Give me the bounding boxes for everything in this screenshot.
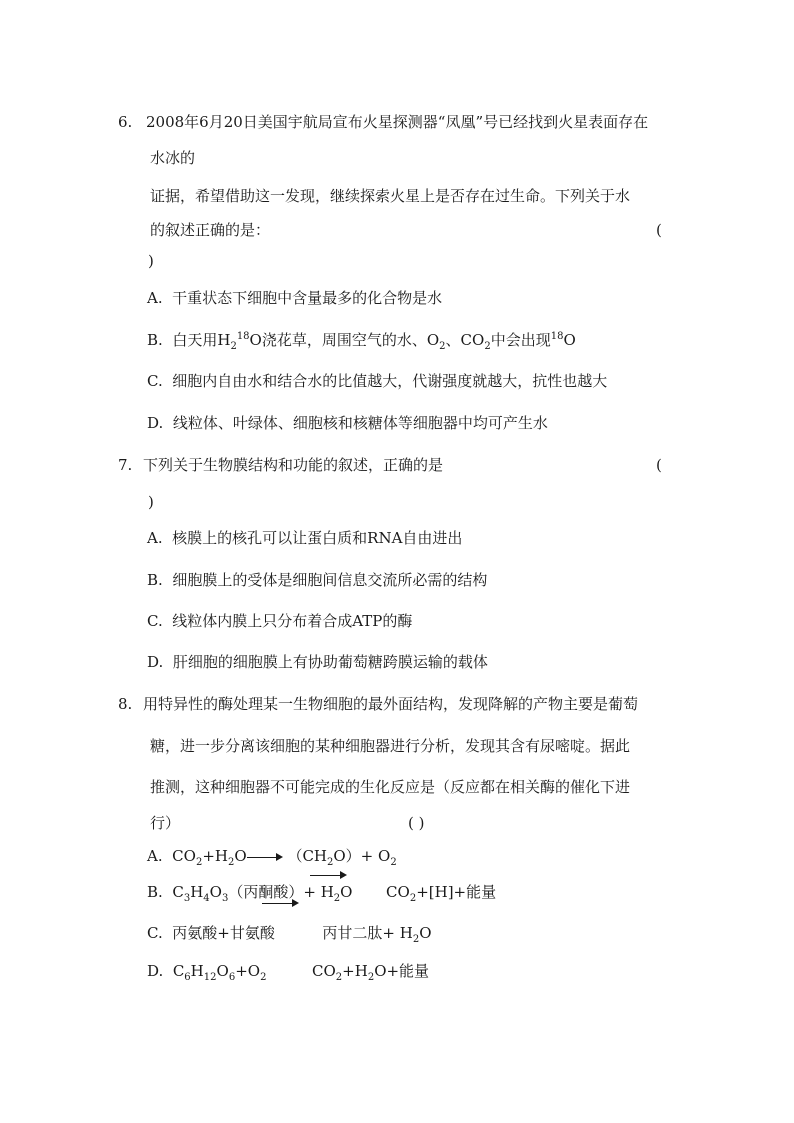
option-label: A. [147,529,163,547]
option-label: C. [147,924,163,942]
question-stem-line: 下列关于生物膜结构和功能的叙述，正确的是 [143,456,444,474]
question-stem-line: 的叙述正确的是： [150,221,271,239]
reaction-arrow-icon [262,903,294,904]
option-text: 核膜上的核孔可以让蛋白质和RNA自由进出 [172,529,463,547]
option-c [147,611,412,631]
option-label: D. [147,653,164,671]
option-a [147,846,397,866]
question-number: 7. [118,456,133,474]
option-c [147,371,607,391]
equation-products: $(CH_2O)+ O_2$ [287,847,397,868]
option-label: B. [147,571,163,589]
option-text: 细胞膜上的受体是细胞间信息交流所必需的结构 [172,571,488,589]
option-text: 线粒体、叶绿体、细胞核和核糖体等细胞器中均可产生水 [172,414,548,432]
option-d [147,413,548,433]
answer-paren-open: ( [656,456,662,474]
option-label: C. [147,612,163,630]
answer-paren-open: ( [656,221,662,239]
option-b [147,570,487,590]
option-d [147,961,429,981]
option-text: 肝细胞的细胞膜上有协助葡萄糖跨膜运输的载体 [172,653,488,671]
option-text: 干重状态下细胞中含量最多的化合物是水 [172,289,443,307]
reaction-arrow-icon [310,875,342,876]
question-stem-line: 2008年6月20日美国宇航局宣布火星探测器“凤凰”号已经找到火星表面存在 [146,113,649,131]
equation-products: $CO_2+H_2O+$能量 [312,962,430,983]
option-a [147,288,442,308]
option-b [147,882,496,902]
answer-paren-close: ) [148,493,154,511]
reaction-arrow-icon-head [340,871,347,879]
option-text: 线粒体内膜上只分布着合成ATP的酶 [172,612,413,630]
option-label: D. [147,414,164,432]
question-stem-line: 行） [150,814,181,832]
equation-reactants: $C_6H_{12}O_6+O_2$ [172,962,267,983]
option-c [147,923,432,943]
option-label: A. [147,847,163,865]
equation-reactants: $C_3H_4O_3$（丙酮酸）+ $H_2O$ [172,883,353,904]
option-label: B. [147,883,163,901]
question-stem-line: 糖，进一步分离该细胞的某种细胞器进行分析，发现其含有尿嘧啶。据此 [150,737,631,755]
question-stem-line: 水冰的 [150,149,196,167]
option-label: A. [147,289,163,307]
equation-reactants: 丙氨酸+甘氨酸 [172,924,275,942]
answer-paren: ( ) [408,814,425,832]
option-label: C. [147,372,163,390]
question-stem-line: 用特异性的酶处理某一生物细胞的最外面结构，发现降解的产物主要是葡萄 [143,695,639,713]
reaction-arrow-icon [247,852,283,862]
question-number: 8. [118,695,133,713]
answer-paren-close: ) [148,252,154,270]
question-stem-line: 推测，这种细胞器不可能完成的生化反应是（反应都在相关酶的催化下进 [150,778,631,796]
equation-products: 丙甘二肽+ $H_2O$ [322,924,432,945]
question-stem-line: 证据，希望借助这一发现，继续探索火星上是否存在过生命。下列关于水 [150,187,631,205]
option-text: 白天用$H_2^{18}O$浇花草，周围空气的水、$O_2$、$CO_2$中会出现$^{18}$O [172,331,576,352]
option-text: 细胞内自由水和结合水的比值越大，代谢强度就越大，抗性也越大 [172,372,608,390]
question-number: 6. [118,113,133,131]
option-label: D. [147,962,164,980]
option-label: B. [147,331,163,349]
option-a [147,528,462,548]
equation-products: $CO_2+[H]+$能量 [386,883,497,904]
option-d [147,652,488,672]
equation-reactants: $CO_2+H_2O$ [172,847,247,868]
option-b [147,330,576,350]
